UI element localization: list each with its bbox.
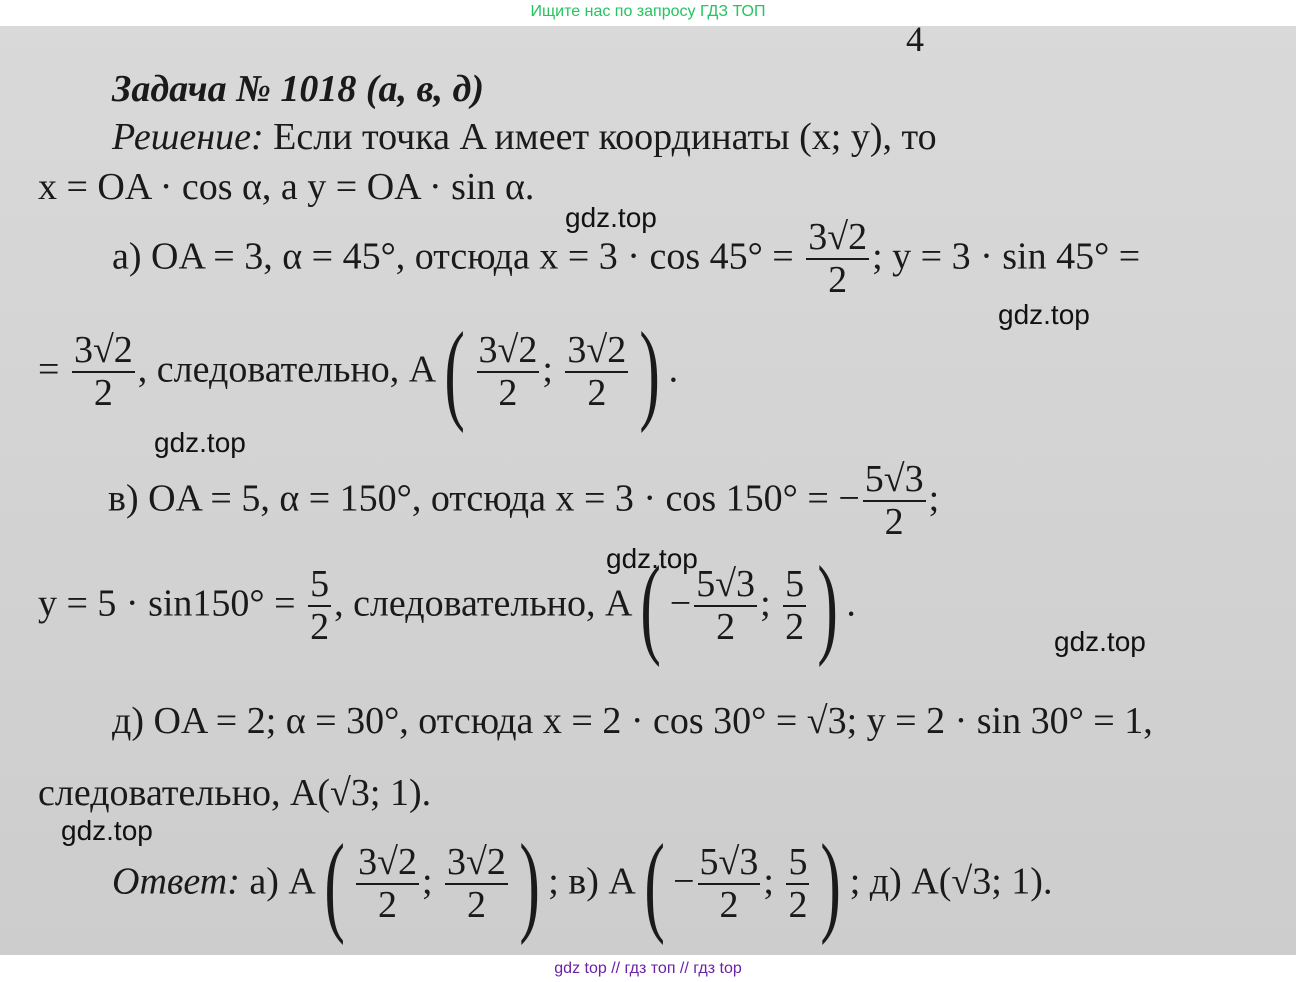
fraction-5sqrt3-over-2 — [698, 840, 761, 927]
top-banner[interactable]: Ищите нас по запросу ГДЗ ТОП — [0, 0, 1296, 26]
fraction-5sqrt3-over-2 — [694, 562, 757, 649]
frac-num: 3√2 — [567, 328, 627, 371]
right-paren: ) — [519, 822, 540, 946]
left-paren: ( — [640, 544, 662, 668]
answer-line: Ответ: а) A( $\frac{3√2}{2}$ ; $\frac{3√2}{2}$ ) ; в) A( − $\frac{5√3}{2}$ ; $\frac{5}{2}$ ) ; д) A(√3; 1). — [112, 822, 1053, 946]
frac-den: 2 — [356, 883, 419, 927]
page-number: 4 — [906, 26, 924, 59]
fraction-3sqrt2-over-2 — [565, 328, 628, 415]
frac-num: 3√2 — [73, 328, 133, 371]
frac-den: 2 — [694, 605, 757, 649]
answer-v: ; в) A — [548, 860, 636, 903]
answer-a: а) A — [239, 860, 316, 903]
frac-den: 2 — [698, 883, 761, 927]
left-paren: ( — [444, 310, 466, 434]
frac-den: 2 — [445, 883, 508, 927]
equals-sign: = — [38, 348, 60, 391]
watermark: gdz.top — [606, 543, 698, 574]
part-v-line-1: в) OA = 5, α = 150°, отсюда x = 3 · cos 150° = − $\frac{5√3}{2}$ ; — [108, 458, 940, 543]
fraction-5-over-2 — [786, 840, 809, 927]
task-title: Задача № 1018 (а, в, д) — [112, 68, 485, 110]
part-a-text: а) OA = 3, α = 45°, отсюда x = 3 · cos 45° = — [112, 235, 794, 278]
solution-label: Решение: — [112, 116, 264, 158]
frac-num: 3√2 — [478, 328, 538, 371]
left-paren: ( — [644, 822, 665, 946]
answer-d: ; д) A(√3; 1). — [849, 860, 1053, 903]
part-d-line-2: следовательно, A(√3; 1). — [38, 772, 432, 814]
frac-num: 3√2 — [447, 840, 506, 883]
part-v-line-2: y = 5 · sin150° = $\frac{5}{2}$ , следовательно, A( − $\frac{5√3}{2}$ ; $\frac{5}{2}$ ) . — [38, 544, 856, 668]
frac-den: 2 — [788, 883, 808, 926]
watermark: gdz.top — [998, 299, 1090, 330]
fraction-5-over-2 — [308, 562, 331, 649]
frac-num: 5 — [785, 562, 805, 605]
fraction-3sqrt2-over-2 — [72, 328, 135, 415]
fraction-3sqrt2-over-2 — [477, 328, 540, 415]
solution-line-1 — [112, 118, 937, 156]
part-d-line-1: д) OA = 2; α = 30°, отсюда x = 2 · cos 30° = √3; y = 2 · sin 30° = 1, — [112, 700, 1153, 742]
part-v-text-2: y = 5 · sin150° = — [38, 582, 296, 625]
frac-den: 2 — [565, 371, 628, 415]
solution-text-1: Если точка A имеет координаты (x; y), то — [263, 116, 937, 158]
fraction-5sqrt3-over-2 — [863, 460, 926, 544]
part-a-line-2: = $\frac{3√2}{2}$ , следовательно, A( $\frac{3√2}{2}$ ; $\frac{3√2}{2}$ ) . — [38, 310, 679, 434]
frac-num: 3√2 — [808, 216, 868, 258]
fraction-5-over-2 — [783, 562, 806, 649]
frac-num: 5 — [310, 562, 330, 605]
right-paren: ) — [817, 544, 839, 668]
frac-den: 2 — [310, 605, 330, 648]
bottom-banner[interactable]: gdz top // гдз топ // гдз top — [0, 955, 1296, 982]
frac-den: 2 — [806, 258, 869, 302]
right-paren: ) — [639, 310, 661, 434]
watermark: gdz.top — [1054, 626, 1146, 657]
frac-num: 5√3 — [864, 458, 924, 500]
frac-num: 3√2 — [358, 840, 417, 883]
part-a-text-2: ; y = 3 · sin 45° = — [872, 235, 1141, 278]
answer-label: Ответ: — [112, 860, 240, 903]
frac-num: 5√3 — [699, 840, 759, 883]
frac-den: 2 — [72, 371, 135, 415]
frac-den: 2 — [863, 500, 926, 544]
fraction-3sqrt2-over-2 — [356, 840, 419, 927]
frac-den: 2 — [477, 371, 540, 415]
frac-den: 2 — [785, 605, 805, 648]
fraction-3sqrt2-over-2 — [806, 218, 869, 302]
watermark: gdz.top — [154, 427, 246, 458]
part-v-text: в) OA = 5, α = 150°, отсюда x = 3 · cos 150° = − — [108, 477, 860, 520]
textbook-page — [0, 26, 1296, 955]
right-paren: ) — [820, 822, 842, 946]
part-v-conclusion: , следовательно, A — [334, 582, 633, 625]
solution-line-2: x = OA · cos α, a y = OA · sin α. — [38, 166, 535, 208]
watermark: gdz.top — [61, 815, 153, 846]
part-a-conclusion: , следовательно, A — [137, 348, 437, 391]
frac-num: 5√3 — [696, 562, 756, 605]
fraction-3sqrt2-over-2 — [445, 840, 508, 927]
left-paren: ( — [324, 822, 345, 946]
frac-num: 5 — [788, 840, 808, 883]
watermark: gdz.top — [565, 202, 657, 233]
